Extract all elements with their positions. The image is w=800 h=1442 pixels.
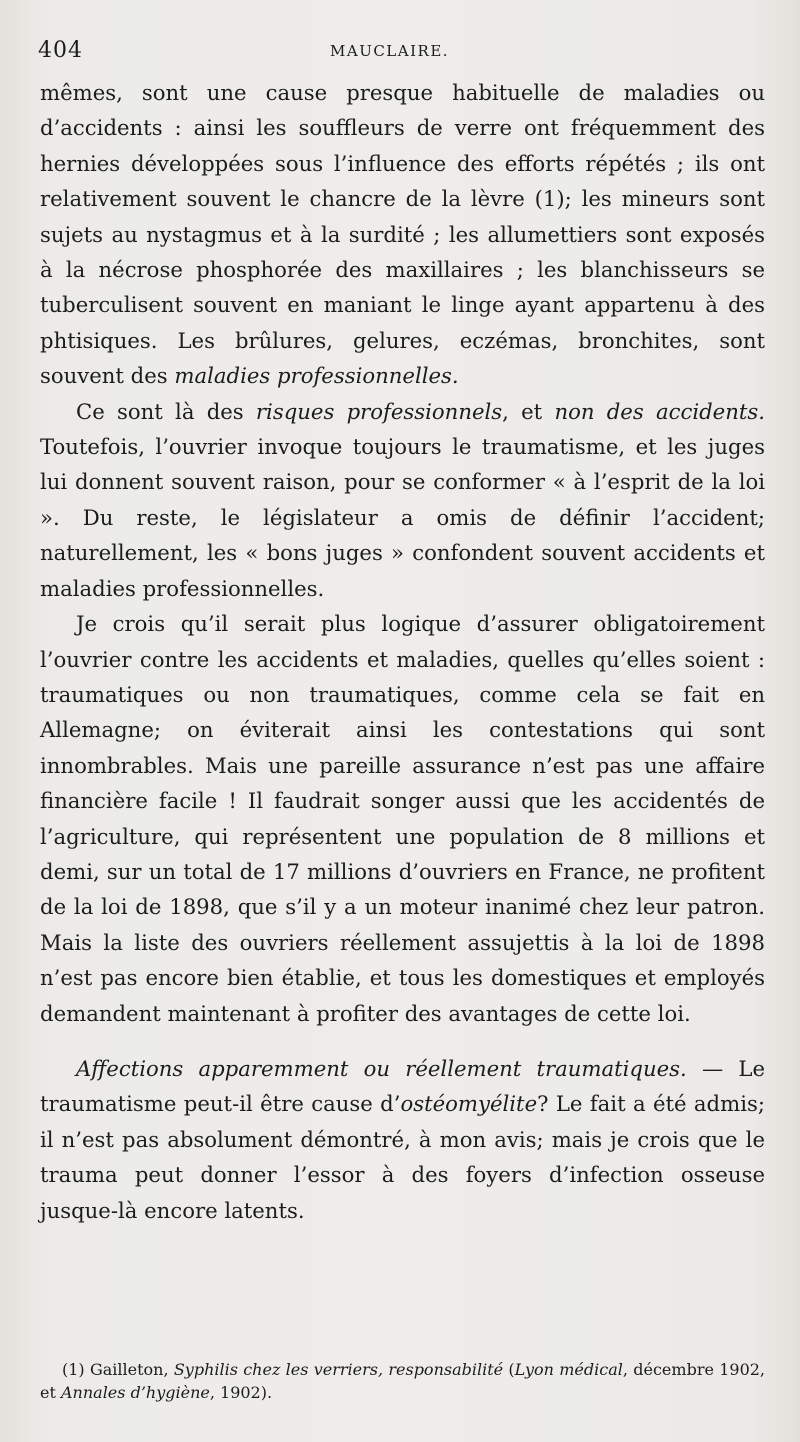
- text-run: , et: [502, 398, 555, 424]
- paragraph: [40, 75, 765, 394]
- text-run: , décembre 1902, et: [40, 1360, 766, 1402]
- italic-run: ostéomyélite: [400, 1091, 538, 1117]
- text-run: Ce sont là des: [76, 398, 256, 424]
- italic-run: maladies professionnelles.: [174, 363, 459, 389]
- paragraph: [40, 606, 765, 1031]
- text-run: mêmes, sont une cause presque habituelle de maladies ou d’accidents : ainsi les souffleurs de verre ont fréquemment des hernies développées sous l’influence des efforts répétés ; ils ont relativement souvent le chancre de la lèvre (1); les mineurs sont sujets au nystagmus et à la surdité ; les allumettiers sont exposés à la nécrose phosphorée des maxillaires ; les blanchisseurs se tuberculisent souvent en maniant le linge ayant appartenu à des phtisiques. Les brûlures, gelures, eczémas, bronchites, sont souvent des: [40, 80, 765, 389]
- italic-run: risques professionnels: [255, 398, 503, 424]
- footnote: [40, 1358, 765, 1404]
- page-number: 404: [38, 38, 83, 63]
- body-text: [40, 75, 765, 1228]
- text-run: Je crois qu’il serait plus logique d’assurer obligatoirement l’ouvrier contre les accidents et maladies, quelles qu’elles soient : traumatiques ou non traumatiques, comme cela se fait en Allemagne; on éviterait ainsi les contestations qui sont innombrables. Mais une pareille assurance n’est pas une affaire financière facile ! Il faudrait songer aussi que les accidentés de l’agriculture, qui représentent une population de 8 millions et demi, sur un total de 17 millions d’ouvriers en France, ne profitent de la loi de 1898, que s’il y a un moteur inanimé chez leur patron. Mais la liste des ouvriers réellement assujettis à la loi de 1898 n’est pas encore bien établie, et tous les domestiques et employés demandent maintenant à profiter des avantages de cette loi.: [40, 611, 765, 1026]
- footnotes: [40, 1358, 765, 1404]
- text-run: — Le traumatisme peut-il être cause d’: [40, 1055, 765, 1117]
- italic-run: Lyon médical: [514, 1360, 623, 1379]
- italic-run: non des accidents.: [554, 398, 765, 424]
- text-run: ? Le fait a été admis; il n’est pas absolument démontré, à mon avis; mais je crois que le trauma peut donner l’essor à des foyers d’infection osseuse jusque-là encore latents.: [40, 1091, 765, 1223]
- italic-run: Annales d’hygiène: [60, 1383, 210, 1402]
- page-header: [38, 38, 760, 68]
- paragraph-section-heading: [40, 1051, 765, 1228]
- running-head: MAUCLAIRE.: [330, 42, 450, 60]
- italic-run: Syphilis chez les verriers, responsabilité: [173, 1360, 504, 1379]
- text-run: (: [503, 1360, 515, 1379]
- section-heading-run: Affections apparemment ou réellement traumatiques.: [76, 1055, 687, 1081]
- paragraph: [40, 394, 765, 606]
- text-run: Toutefois, l’ouvrier invoque toujours le traumatisme, et les juges lui donnent souvent raison, pour se conformer « à l’esprit de la loi ». Du reste, le législateur a omis de définir l’accident; naturellement, les « bons juges » confondent souvent accidents et maladies professionnelles.: [40, 434, 765, 601]
- text-run: , 1902).: [209, 1383, 273, 1402]
- text-run: (1) Gailleton,: [62, 1360, 174, 1379]
